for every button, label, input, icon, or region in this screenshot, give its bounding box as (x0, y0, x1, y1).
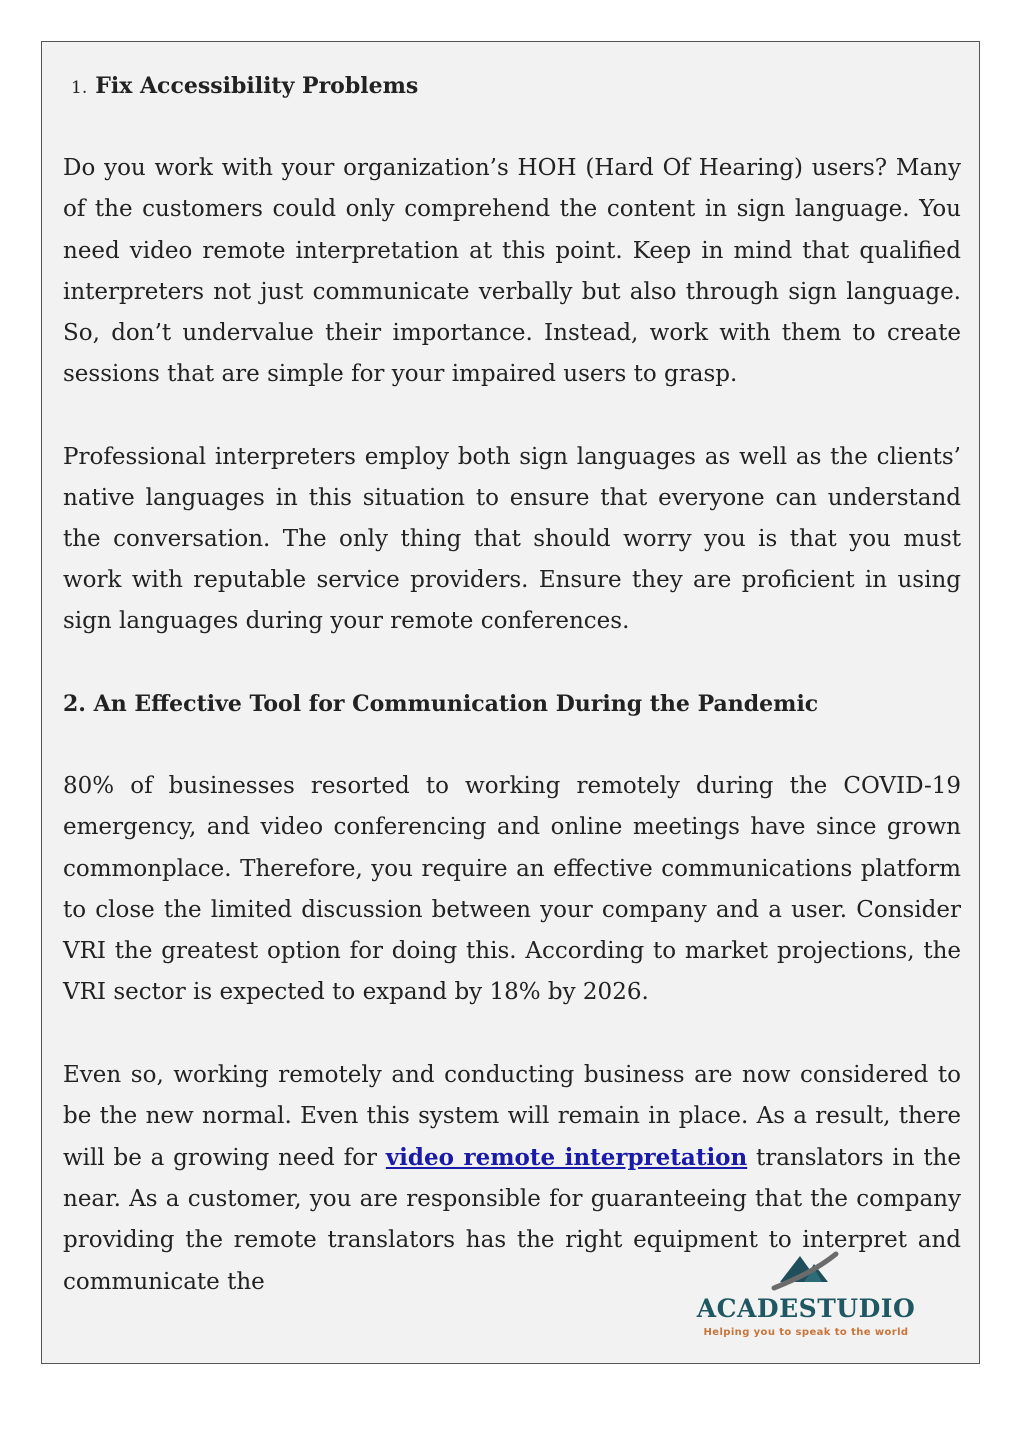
spacer (63, 725, 961, 766)
section-1-paragraph-2: Professional interpreters employ both sign languages as well as the clients’ native languages in this situation to ensure that everyone can understand the conversation. The only thing that should worry you is that you must work with reputable service providers. Ensure they are proficient in using sign languages during your remote conferences. (63, 443, 961, 635)
section-1-paragraph-1: Do you work with your organization’s HOH (Hard Of Hearing) users? Many of the customers could only comprehend the content in sign language. You need video remote interpretation at this point. Keep in mind that qualified interpreters not just communicate verbally but also through sign language. So, don’t undervalue their importance. Instead, work with them to create sessions that are simple for your impaired users to grasp. (63, 155, 961, 388)
spacer (63, 107, 961, 148)
logo-name: ACADESTUDIO (696, 1294, 916, 1323)
document-body (63, 66, 961, 1303)
paragraph-text: Even so, working remotely and conducting business are now considered to be the new normal. Even this system will remain in place. As a result, there will be a growing need for (63, 1061, 961, 1171)
video-remote-interpretation-link[interactable]: video remote interpretation (385, 1144, 748, 1171)
section-1-number: 1. (71, 78, 88, 98)
paragraph-text: translators in the near. As a customer, you are responsible for guaranteeing that the company providing the remote translators has the right equipment to interpret and communicate the (63, 1145, 961, 1295)
section-1-title: Fix Accessibility Problems (95, 73, 419, 99)
section-2-paragraph-1: 80% of businesses resorted to working remotely during the COVID-19 emergency, and video conferencing and online meetings have since grown commonplace. Therefore, you require an effective communications platform to close the limited discussion between your company and a user. Consider VRI the greatest option for doing this. According to market projections, the VRI sector is expected to expand by 18% by 2026. (63, 773, 961, 1006)
acadestudio-logo (694, 1250, 924, 1340)
logo-tagline: Helping you to speak to the world (703, 1327, 909, 1338)
section-1-heading (63, 66, 961, 107)
mountain-arc-logo-icon (770, 1250, 842, 1294)
page-frame (41, 41, 980, 1364)
spacer (63, 643, 961, 684)
section-2-heading: 2. An Effective Tool for Communication During the Pandemic (63, 690, 819, 717)
spacer (63, 1013, 961, 1054)
spacer (63, 395, 961, 436)
